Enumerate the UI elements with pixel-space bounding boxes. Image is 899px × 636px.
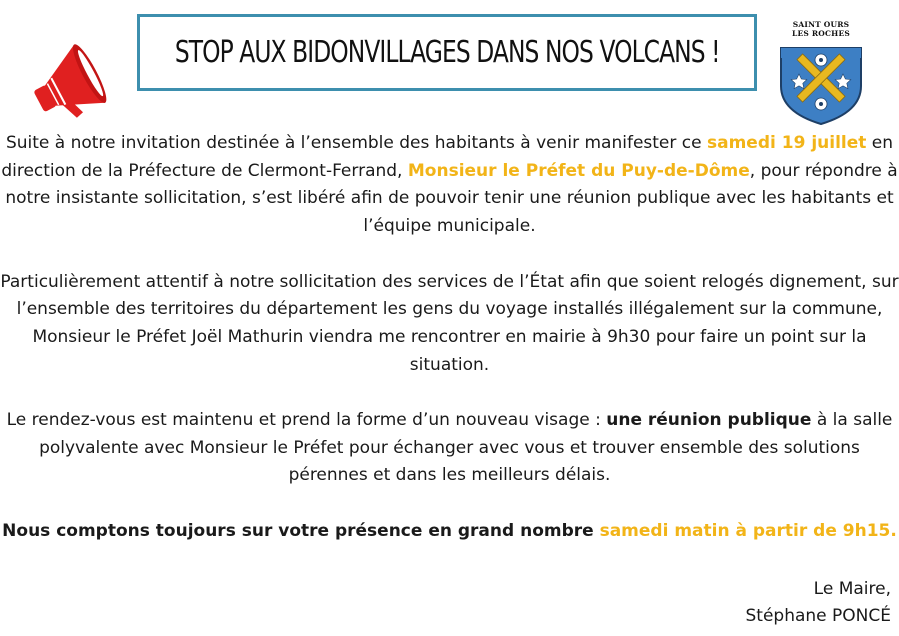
megaphone-icon: [30, 36, 122, 128]
paragraph-meeting-text-1: Le rendez-vous est maintenu et prend la forme d’un nouveau visage :: [6, 410, 607, 430]
signature-role: Le Maire,: [813, 579, 891, 599]
paragraph-invitation-text-3: , pour répondre à notre insistante sollicitation, s’est libéré afin de pouvoir tenir une réunion publique avec les habitants et l’équipe municipale.: [5, 160, 898, 237]
paragraph-meeting: [0, 407, 899, 490]
paragraph-call-to-action: [0, 518, 899, 546]
crest-caption-line1: SAINT OURS: [792, 20, 850, 29]
paragraph-relocation: Particulièrement attentif à notre sollicitation des services de l’État afin que soient relogés dignement, sur l’ensemble des territoires du département les gens du voyage installés illégalement sur la commune, Monsieur le Préfet Joël Mathurin viendra me rencontrer en mairie à 9h30 pour faire un point sur la situation.: [0, 271, 899, 375]
bold-call-to-action: Nous comptons toujours sur votre présence en grand nombre: [2, 520, 600, 541]
paragraph-invitation: [0, 130, 899, 241]
paragraph-meeting-text-2: à la salle polyvalente avec Monsieur le Préfet pour échanger avec vous et trouver ensemble des solutions pérennes et dans les meilleurs délais.: [39, 410, 893, 486]
highlight-prefet: Monsieur le Préfet du Puy-de-Dôme: [407, 160, 750, 181]
announcement-body: [0, 130, 899, 546]
bold-public-meeting: une réunion publique: [606, 410, 812, 430]
headline-title: STOP AUX BIDONVILLAGES DANS NOS VOLCANS !: [174, 35, 720, 70]
signature-block: [746, 576, 892, 630]
paragraph-invitation-text-2: en direction de la Préfecture de Clermont-Ferrand,: [1, 133, 894, 181]
crest-caption-line2: LES ROCHES: [792, 29, 850, 38]
signature-name: Stéphane PONCÉ: [745, 606, 891, 626]
highlight-time: samedi matin à partir de 9h15.: [599, 520, 897, 541]
highlight-date: samedi 19 juillet: [707, 133, 867, 153]
paragraph-invitation-text-1: Suite à notre invitation destinée à l’ensemble des habitants à venir manifester ce: [5, 133, 707, 153]
headline-box: [137, 14, 757, 91]
